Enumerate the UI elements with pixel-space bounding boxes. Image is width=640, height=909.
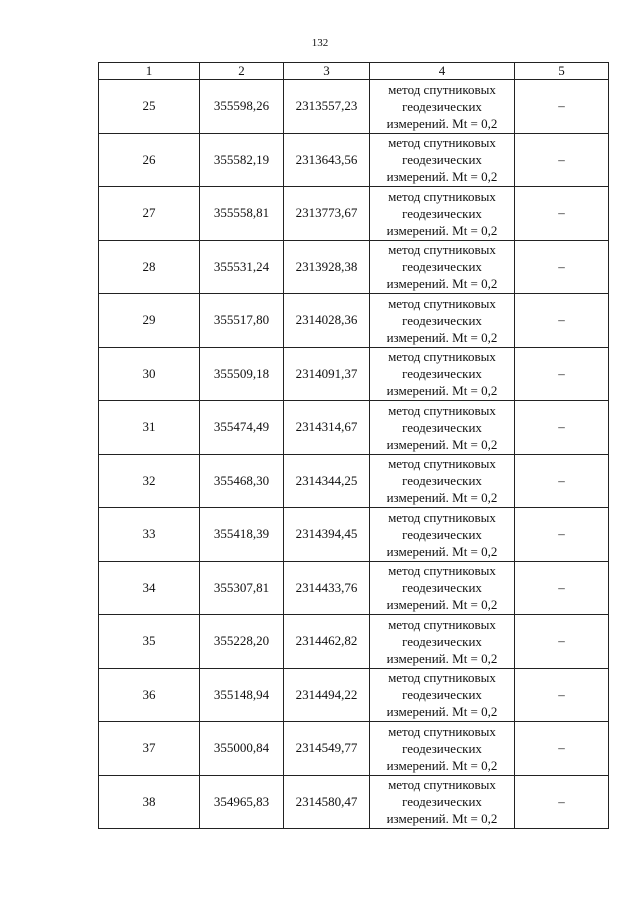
point-number-cell: 26 [99, 133, 200, 187]
method-line-3: измерений. Mt = 0,2 [386, 436, 498, 452]
x-coordinate-cell: 355517,80 [200, 294, 284, 348]
method-cell [370, 454, 515, 508]
point-number-cell: 28 [99, 240, 200, 294]
method-line-1: метод спутниковых [388, 616, 496, 632]
x-coordinate-cell: 355468,30 [200, 454, 284, 508]
x-coordinate-cell: 355474,49 [200, 401, 284, 455]
method-line-2: геодезических [402, 419, 482, 435]
y-coordinate-cell: 2313928,38 [284, 240, 370, 294]
column-5-cell: – [515, 508, 609, 562]
x-coordinate-cell: 355418,39 [200, 508, 284, 562]
method-line-1: метод спутниковых [388, 349, 496, 365]
x-coordinate-cell: 355531,24 [200, 240, 284, 294]
table-row [99, 615, 609, 669]
method-line-1: метод спутниковых [388, 723, 496, 739]
method-line-2: геодезических [402, 98, 482, 114]
method-line-3: измерений. Mt = 0,2 [386, 757, 498, 773]
method-line-3: измерений. Mt = 0,2 [386, 383, 498, 399]
y-coordinate-cell: 2313557,23 [284, 80, 370, 134]
method-cell [370, 508, 515, 562]
point-number-cell: 31 [99, 401, 200, 455]
method-line-2: геодезических [402, 740, 482, 756]
page-number: 132 [311, 37, 329, 49]
x-coordinate-cell: 355000,84 [200, 722, 284, 776]
x-coordinate-cell: 355509,18 [200, 347, 284, 401]
method-cell [370, 294, 515, 348]
column-5-cell: – [515, 454, 609, 508]
point-number-cell: 25 [99, 80, 200, 134]
y-coordinate-cell: 2314494,22 [284, 668, 370, 722]
table-body [99, 80, 609, 829]
method-line-2: геодезических [402, 205, 482, 221]
column-5-cell: – [515, 722, 609, 776]
x-coordinate-cell: 355598,26 [200, 80, 284, 134]
table-row [99, 668, 609, 722]
x-coordinate-cell: 354965,83 [200, 775, 284, 829]
y-coordinate-cell: 2314091,37 [284, 347, 370, 401]
point-number-cell: 27 [99, 187, 200, 241]
table-row [99, 401, 609, 455]
method-cell [370, 401, 515, 455]
point-number-cell: 37 [99, 722, 200, 776]
table-row [99, 347, 609, 401]
column-5-cell: – [515, 240, 609, 294]
point-number-cell: 33 [99, 508, 200, 562]
y-coordinate-cell: 2314549,77 [284, 722, 370, 776]
table-row [99, 775, 609, 829]
column-5-cell: – [515, 347, 609, 401]
method-cell [370, 722, 515, 776]
table-row [99, 187, 609, 241]
column-5-cell: – [515, 668, 609, 722]
header-col-4: 4 [370, 63, 515, 80]
method-line-3: измерений. Mt = 0,2 [386, 276, 498, 292]
x-coordinate-cell: 355148,94 [200, 668, 284, 722]
y-coordinate-cell: 2314314,67 [284, 401, 370, 455]
header-col-2: 2 [200, 63, 284, 80]
table-row [99, 508, 609, 562]
column-5-cell: – [515, 80, 609, 134]
y-coordinate-cell: 2313643,56 [284, 133, 370, 187]
method-line-1: метод спутниковых [388, 81, 496, 97]
method-line-1: метод спутниковых [388, 563, 496, 579]
method-line-3: измерений. Mt = 0,2 [386, 704, 498, 720]
table-header [99, 63, 609, 80]
method-line-1: метод спутниковых [388, 509, 496, 525]
table-row [99, 80, 609, 134]
y-coordinate-cell: 2313773,67 [284, 187, 370, 241]
header-col-1: 1 [99, 63, 200, 80]
table-row [99, 454, 609, 508]
point-number-cell: 34 [99, 561, 200, 615]
point-number-cell: 32 [99, 454, 200, 508]
method-line-2: геодезических [402, 580, 482, 596]
column-5-cell: – [515, 401, 609, 455]
table-row [99, 133, 609, 187]
point-number-cell: 29 [99, 294, 200, 348]
column-5-cell: – [515, 615, 609, 669]
x-coordinate-cell: 355558,81 [200, 187, 284, 241]
method-line-1: метод спутниковых [388, 670, 496, 686]
y-coordinate-cell: 2314433,76 [284, 561, 370, 615]
method-line-3: измерений. Mt = 0,2 [386, 650, 498, 666]
method-cell [370, 240, 515, 294]
method-line-2: геодезических [402, 152, 482, 168]
method-line-2: геодезических [402, 687, 482, 703]
method-line-3: измерений. Mt = 0,2 [386, 169, 498, 185]
y-coordinate-cell: 2314344,25 [284, 454, 370, 508]
y-coordinate-cell: 2314394,45 [284, 508, 370, 562]
header-col-5: 5 [515, 63, 609, 80]
method-cell [370, 187, 515, 241]
method-line-2: геодезических [402, 366, 482, 382]
method-line-3: измерений. Mt = 0,2 [386, 115, 498, 131]
method-cell [370, 80, 515, 134]
method-line-1: метод спутниковых [388, 135, 496, 151]
method-cell [370, 615, 515, 669]
point-number-cell: 38 [99, 775, 200, 829]
method-line-3: измерений. Mt = 0,2 [386, 811, 498, 827]
method-line-1: метод спутниковых [388, 242, 496, 258]
method-cell [370, 668, 515, 722]
y-coordinate-cell: 2314462,82 [284, 615, 370, 669]
point-number-cell: 35 [99, 615, 200, 669]
point-number-cell: 36 [99, 668, 200, 722]
coordinates-table [98, 62, 609, 829]
method-line-1: метод спутниковых [388, 777, 496, 793]
method-line-2: геодезических [402, 312, 482, 328]
method-line-1: метод спутниковых [388, 456, 496, 472]
method-cell [370, 561, 515, 615]
table-row [99, 722, 609, 776]
method-line-3: измерений. Mt = 0,2 [386, 597, 498, 613]
method-line-2: геодезических [402, 473, 482, 489]
column-5-cell: – [515, 775, 609, 829]
table-row [99, 240, 609, 294]
column-5-cell: – [515, 561, 609, 615]
y-coordinate-cell: 2314580,47 [284, 775, 370, 829]
method-line-2: геодезических [402, 633, 482, 649]
x-coordinate-cell: 355307,81 [200, 561, 284, 615]
method-cell [370, 347, 515, 401]
method-line-3: измерений. Mt = 0,2 [386, 222, 498, 238]
method-line-3: измерений. Mt = 0,2 [386, 490, 498, 506]
method-line-3: измерений. Mt = 0,2 [386, 543, 498, 559]
method-line-1: метод спутниковых [388, 188, 496, 204]
header-row [99, 63, 609, 80]
x-coordinate-cell: 355228,20 [200, 615, 284, 669]
method-line-1: метод спутниковых [388, 295, 496, 311]
method-line-2: геодезических [402, 794, 482, 810]
method-line-2: геодезических [402, 259, 482, 275]
method-cell [370, 133, 515, 187]
method-line-2: геодезических [402, 526, 482, 542]
method-line-3: измерений. Mt = 0,2 [386, 329, 498, 345]
header-col-3: 3 [284, 63, 370, 80]
column-5-cell: – [515, 187, 609, 241]
table-row [99, 561, 609, 615]
method-line-1: метод спутниковых [388, 402, 496, 418]
column-5-cell: – [515, 133, 609, 187]
x-coordinate-cell: 355582,19 [200, 133, 284, 187]
method-cell [370, 775, 515, 829]
y-coordinate-cell: 2314028,36 [284, 294, 370, 348]
table-row [99, 294, 609, 348]
point-number-cell: 30 [99, 347, 200, 401]
column-5-cell: – [515, 294, 609, 348]
